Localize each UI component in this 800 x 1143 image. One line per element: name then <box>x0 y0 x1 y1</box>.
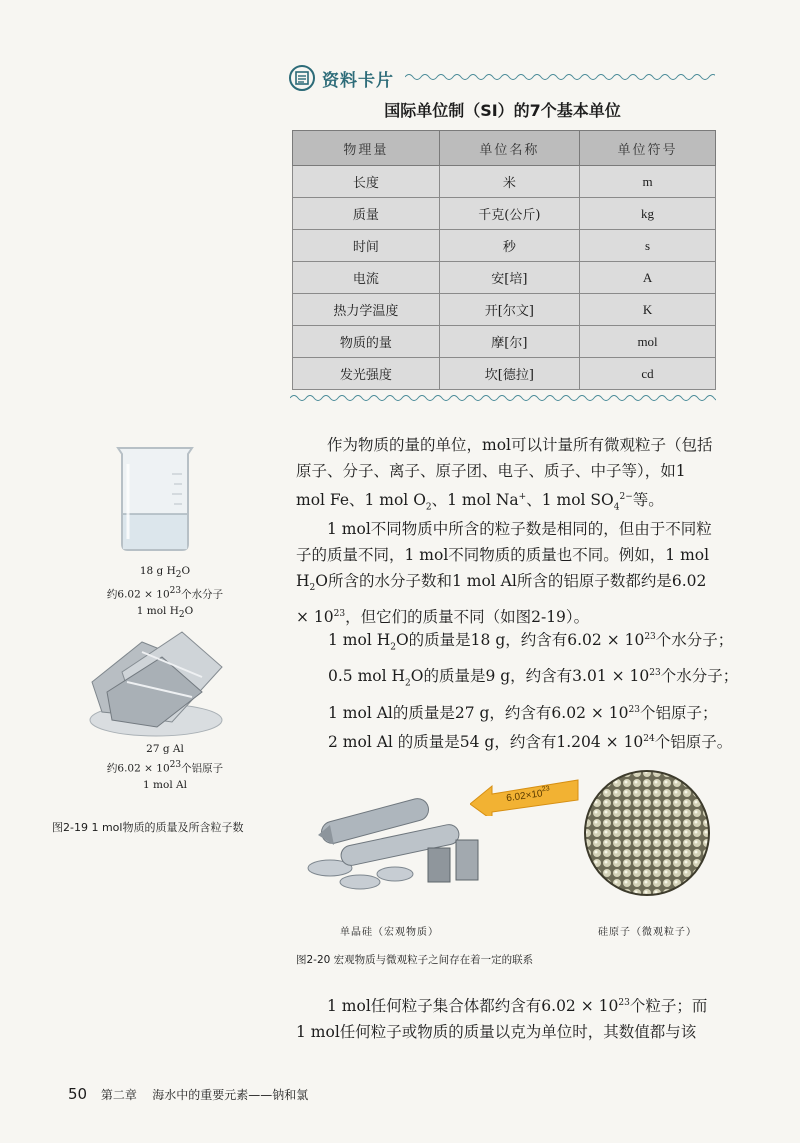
table-row <box>293 326 716 358</box>
silicon-atoms-image <box>582 768 712 898</box>
cell-unit-name: 秒 <box>439 230 579 262</box>
table-row <box>293 358 716 390</box>
table-title: 国际单位制（SI）的7个基本单位 <box>384 101 621 120</box>
paragraph-mol-unit: 作为物质的量的单位，mol可以计量所有微观粒子（包括原子、分子、离子、原子团、电子、质子、中子等），如1 mol Fe、1 mol $O_2$、1 mol Na+、1 mol $SO_4^{2-}$等。 <box>296 436 713 513</box>
table-row <box>293 294 716 326</box>
list-item: 1 mol $H_2O$的质量是18 g，约含有$6.02 \times 10^{23}$个水分子； <box>328 631 734 653</box>
cell-unit-name: 安[培] <box>439 262 579 294</box>
beaker-water-image <box>112 444 198 554</box>
water-caption: 18 g $H_2O$ 约$6.02 \times 10^{23}$个水分子 1 mol $H_2O$ <box>106 565 224 620</box>
list-item: 1 mol Al的质量是27 g，约含有$6.02 \times 10^{23}$个铝原子； <box>328 703 718 722</box>
paragraph-mass-difference: 1 mol不同物质中所含的粒子数是相同的，但由于不同粒子的质量不同，1 mol不同物质的质量也不同。例如，1 mol $H_2O$所含的水分子数和1 mol Al所含的铝原子数都约是$6.02 \times 10^{23}$，但它们的质量不同（如图2-19）。 <box>296 520 712 627</box>
chapter-label: 第二章 <box>100 1088 137 1102</box>
header-unit-symbol: 单位符号 <box>580 131 716 166</box>
example-list <box>328 624 739 755</box>
si-units-table <box>292 130 716 390</box>
cell-quantity: 热力学温度 <box>293 294 440 326</box>
cell-symbol: K <box>580 294 716 326</box>
aluminum-caption: 27 g Al 约$6.02 \times 10^{23}$个铝原子 1 mol Al <box>106 743 224 791</box>
card-label: 资料卡片 <box>322 71 394 91</box>
aluminum-foil-image <box>82 622 230 740</box>
list-item: 0.5 mol $H_2O$的质量是9 g，约含有$3.01 \times 10^{23}$个水分子； <box>328 667 739 689</box>
cell-symbol: kg <box>580 198 716 230</box>
paragraph-closing: 1 mol任何粒子集合体都约含有$6.02 \times 10^{23}$个粒子；而1 mol任何粒子或物质的质量以克为单位时，其数值都与该 <box>296 997 708 1042</box>
cell-quantity: 时间 <box>293 230 440 262</box>
page-number: 50 <box>68 1085 88 1103</box>
arrow-exponent: 23 <box>541 785 551 794</box>
silicon-atom-label: 硅原子（微观粒子） <box>598 927 697 938</box>
wave-divider-top <box>405 72 715 82</box>
cell-symbol: mol <box>580 326 716 358</box>
table-row <box>293 166 716 198</box>
cell-unit-name: 开[尔文] <box>439 294 579 326</box>
cell-quantity: 长度 <box>293 166 440 198</box>
wave-divider-bottom <box>290 393 716 403</box>
card-icon <box>288 64 316 92</box>
header-unit-name: 单位名称 <box>439 131 579 166</box>
cell-symbol: m <box>580 166 716 198</box>
chapter-title: 海水中的重要元素——钠和氯 <box>152 1088 309 1102</box>
list-item: 2 mol Al 的质量是54 g，约含有$1.204 \times 10^{24}$个铝原子。 <box>328 732 733 751</box>
cell-quantity: 发光强度 <box>293 358 440 390</box>
cell-symbol: A <box>580 262 716 294</box>
cell-quantity: 电流 <box>293 262 440 294</box>
cell-unit-name: 坎[德拉] <box>439 358 579 390</box>
cell-symbol: cd <box>580 358 716 390</box>
page-footer <box>68 1085 308 1103</box>
silicon-crystal-label: 单晶硅（宏观物质） <box>340 927 439 938</box>
cell-unit-name: 米 <box>439 166 579 198</box>
cell-quantity: 物质的量 <box>293 326 440 358</box>
cell-quantity: 质量 <box>293 198 440 230</box>
arrow-scale-graphic <box>470 766 580 816</box>
arrow-label: 6.02×10 <box>505 788 544 805</box>
figure-2-19-caption: 图2-19 1 mol物质的质量及所含粒子数 <box>52 821 244 834</box>
header-quantity: 物理量 <box>293 131 440 166</box>
cell-unit-name: 摩[尔] <box>439 326 579 358</box>
figure-2-20-caption: 图2-20 宏观物质与微观粒子之间存在着一定的联系 <box>296 954 534 966</box>
table-row <box>293 262 716 294</box>
cell-unit-name: 千克(公斤) <box>439 198 579 230</box>
table-row <box>293 230 716 262</box>
table-row <box>293 198 716 230</box>
cell-symbol: s <box>580 230 716 262</box>
